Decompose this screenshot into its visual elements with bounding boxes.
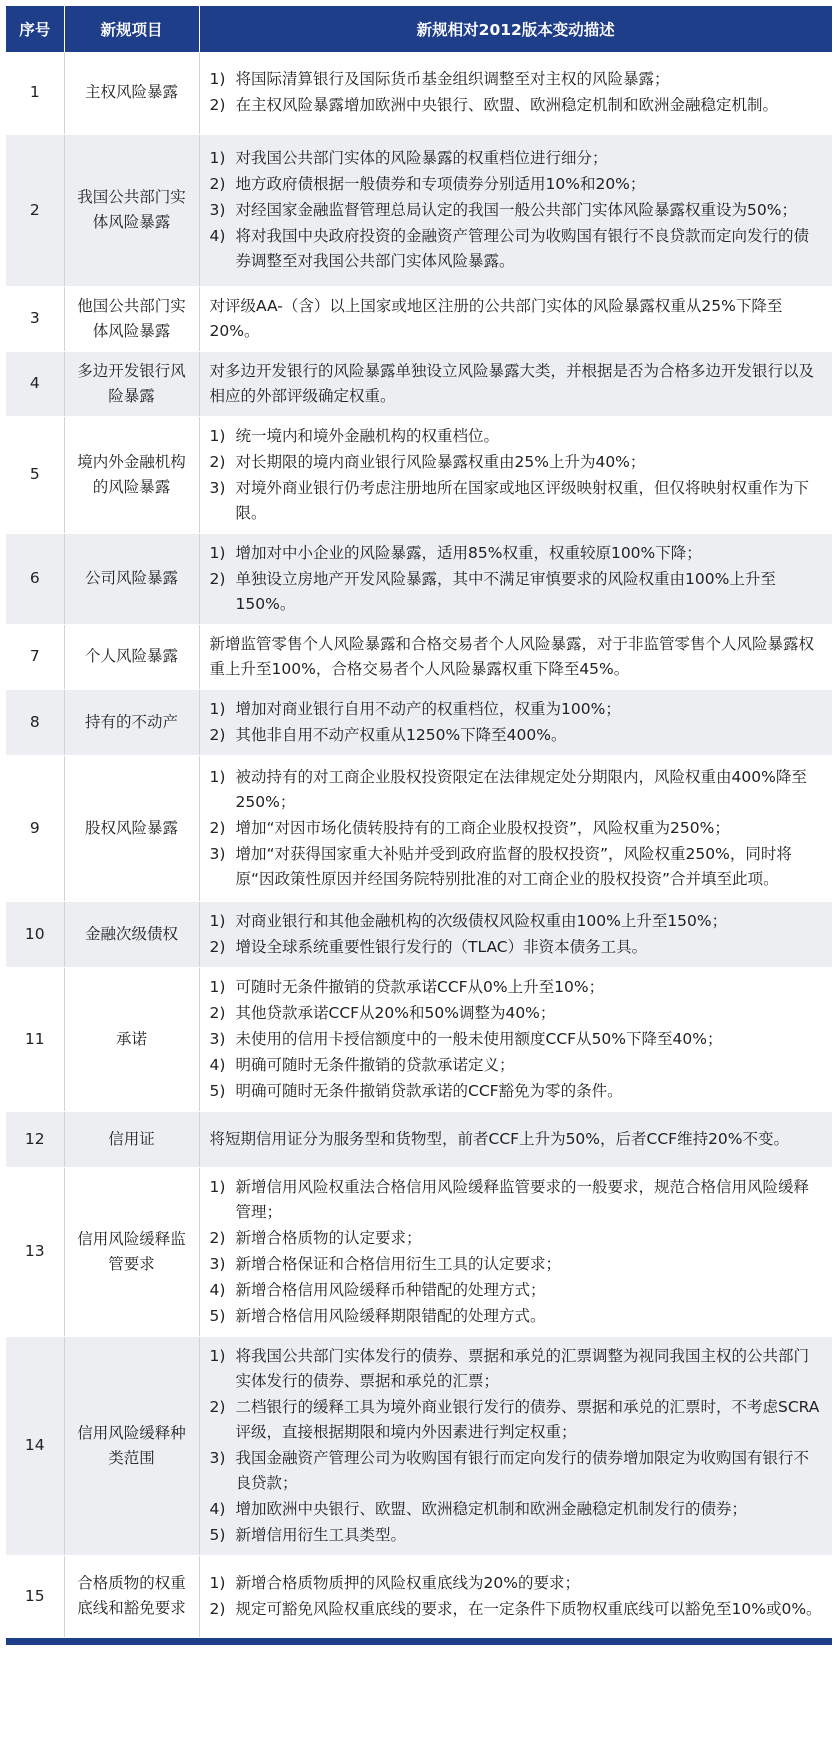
line-text: 新增合格保证和合格信用衍生工具的认定要求； [235, 1254, 562, 1273]
line-marker: 3) [209, 1254, 226, 1273]
line-text: 对长期限的境内商业银行风险暴露权重由25%上升为40%； [235, 452, 646, 471]
line-text: 被动持有的对工商企业股权投资限定在法律规定处分期限内，风险权重由400%降至250%； [235, 767, 807, 811]
line-marker: 3) [209, 1448, 226, 1467]
row-description [199, 351, 832, 416]
line-text: 新增信用衍生工具类型。 [235, 1525, 407, 1544]
table-row [6, 134, 832, 286]
line-marker: 2) [209, 96, 226, 115]
description-line [210, 1523, 823, 1548]
line-marker: 3) [209, 201, 226, 219]
description-line [210, 1446, 823, 1496]
header-no: 序号 [6, 6, 64, 52]
table-row [6, 351, 832, 416]
row-number: 14 [6, 1336, 64, 1555]
description-line [210, 294, 823, 344]
line-marker: 1) [209, 426, 226, 445]
line-marker: 1) [209, 699, 226, 718]
description-line [210, 198, 823, 223]
line-marker: 1) [209, 1346, 226, 1365]
line-text: 二档银行的缓释工具为境外商业银行发行的债券、票据和承兑的汇票时，不考虑SCRA评级，直接根据期限和境内外因素进行判定权重； [235, 1397, 820, 1441]
row-item: 信用风险缓释监管要求 [64, 1167, 199, 1336]
line-text: 增加对中小企业的风险暴露，适用85%权重，权重较原100%下降； [235, 543, 702, 562]
row-item: 金融次级债权 [64, 901, 199, 967]
line-text: 对经国家金融监督管理总局认定的我国一般公共部门实体风险暴露权重设为50%； [235, 201, 797, 219]
description-line [210, 1252, 823, 1277]
line-marker: 1) [209, 977, 226, 996]
table-body [6, 52, 832, 1637]
table-row [6, 967, 832, 1111]
line-marker: 4) [209, 1499, 226, 1518]
line-marker: 2) [209, 175, 226, 193]
line-text: 单独设立房地产开发风险暴露，其中不满足审慎要求的风险权重由100%上升至150%。 [235, 569, 776, 613]
row-description [199, 1336, 832, 1555]
line-text: 将我国公共部门实体发行的债券、票据和承兑的汇票调整为视同我国主权的公共部门实体发行的债券、票据和承兑的汇票； [235, 1346, 810, 1390]
line-marker: 3) [209, 478, 226, 497]
row-item: 公司风险暴露 [64, 533, 199, 624]
line-text: 地方政府债根据一般债券和专项债券分别适用10%和20%； [235, 175, 646, 193]
line-text: 增加“对获得国家重大补贴并受到政府监督的股权投资”，风险权重250%，同时将原“因政策性原因并经国务院特别批准的对工商企业的股权投资”合并填至此项。 [235, 844, 792, 888]
regulation-change-table [6, 6, 832, 1638]
row-number: 11 [6, 967, 64, 1111]
description-line [210, 1001, 823, 1026]
line-marker: 2) [209, 818, 226, 837]
table-row [6, 286, 832, 351]
row-description [199, 755, 832, 901]
description-line [210, 1127, 823, 1152]
line-marker: 1) [209, 1573, 226, 1592]
row-description [199, 52, 832, 134]
line-marker: 1) [209, 767, 226, 786]
line-text: 对多边开发银行的风险暴露单独设立风险暴露大类，并根据是否为合格多边开发银行以及相应的外部评级确定权重。 [209, 361, 815, 405]
description-line [210, 1175, 823, 1225]
line-marker: 1) [209, 543, 226, 562]
table-row [6, 52, 832, 134]
row-item: 主权风险暴露 [64, 52, 199, 134]
row-item: 境内外金融机构的风险暴露 [64, 416, 199, 533]
description-line [210, 1053, 823, 1078]
line-marker: 1) [209, 911, 226, 930]
line-marker: 2) [209, 569, 226, 588]
line-text: 对评级AA-（含）以上国家或地区注册的公共部门实体的风险暴露权重从25%下降至20%。 [209, 296, 783, 340]
line-text: 将短期信用证分为服务型和货物型，前者CCF上升为50%，后者CCF维持20%不变。 [209, 1129, 790, 1148]
line-marker: 1) [209, 149, 226, 167]
row-description [199, 1555, 832, 1637]
row-number: 8 [6, 689, 64, 755]
row-number: 3 [6, 286, 64, 351]
row-number: 5 [6, 416, 64, 533]
table-row [6, 1336, 832, 1555]
table-row [6, 1555, 832, 1637]
line-text: 增加对商业银行自用不动产的权重档位，权重为100%； [235, 699, 621, 718]
row-item: 承诺 [64, 967, 199, 1111]
description-line [210, 1597, 823, 1622]
line-marker: 2) [209, 1599, 226, 1618]
description-line [210, 224, 823, 274]
description-line [210, 1395, 823, 1445]
line-text: 未使用的信用卡授信额度中的一般未使用额度CCF从50%下降至40%； [235, 1029, 723, 1048]
description-line [210, 1079, 823, 1104]
row-number: 4 [6, 351, 64, 416]
table-row [6, 416, 832, 533]
description-line [210, 1497, 823, 1522]
row-description [199, 286, 832, 351]
description-line [210, 1278, 823, 1303]
description-line [210, 172, 823, 197]
line-text: 对境外商业银行仍考虑注册地所在国家或地区评级映射权重，但仅将映射权重作为下限。 [235, 478, 810, 522]
line-text: 对我国公共部门实体的风险暴露的权重档位进行细分； [235, 149, 608, 167]
row-description [199, 533, 832, 624]
line-marker: 3) [209, 844, 226, 863]
line-marker: 4) [209, 1280, 226, 1299]
line-marker: 2) [209, 1397, 226, 1416]
row-number: 9 [6, 755, 64, 901]
line-text: 明确可随时无条件撤销的贷款承诺定义； [235, 1055, 515, 1074]
row-number: 13 [6, 1167, 64, 1336]
row-item: 合格质物的权重底线和豁免要求 [64, 1555, 199, 1637]
line-marker: 5) [209, 1525, 226, 1544]
row-description [199, 967, 832, 1111]
line-marker: 3) [209, 1029, 226, 1048]
row-number: 10 [6, 901, 64, 967]
line-text: 将对我国中央政府投资的金融资产管理公司为收购国有银行不良贷款而定向发行的债券调整至对我国公共部门实体风险暴露。 [235, 227, 810, 270]
table-header-row [6, 6, 832, 52]
header-item: 新规项目 [64, 6, 199, 52]
row-description [199, 901, 832, 967]
description-line [210, 450, 823, 475]
table-row [6, 1111, 832, 1167]
row-item: 股权风险暴露 [64, 755, 199, 901]
description-line [210, 1027, 823, 1052]
line-marker: 5) [209, 1081, 226, 1100]
description-line [210, 935, 823, 960]
header-desc: 新规相对2012版本变动描述 [199, 6, 832, 52]
row-number: 12 [6, 1111, 64, 1167]
line-text: 对商业银行和其他金融机构的次级债权风险权重由100%上升至150%； [235, 911, 728, 930]
row-description [199, 1167, 832, 1336]
line-marker: 5) [209, 1306, 226, 1325]
line-text: 明确可随时无条件撤销贷款承诺的CCF豁免为零的条件。 [235, 1081, 623, 1100]
description-line [210, 567, 823, 617]
row-number: 6 [6, 533, 64, 624]
row-description [199, 1111, 832, 1167]
line-text: 将国际清算银行及国际货币基金组织调整至对主权的风险暴露； [235, 70, 670, 89]
row-item: 信用证 [64, 1111, 199, 1167]
row-item: 信用风险缓释种类范围 [64, 1336, 199, 1555]
description-line [210, 1304, 823, 1329]
line-text: 新增合格信用风险缓释期限错配的处理方式。 [235, 1306, 546, 1325]
description-line [210, 1344, 823, 1394]
line-text: 新增合格质物的认定要求； [235, 1228, 422, 1247]
line-text: 其他贷款承诺CCF从20%和50%调整为40%； [235, 1003, 556, 1022]
line-marker: 2) [209, 452, 226, 471]
table-row [6, 1167, 832, 1336]
line-text: 新增信用风险权重法合格信用风险缓释监管要求的一般要求，规范合格信用风险缓释管理； [235, 1177, 810, 1221]
row-number: 1 [6, 52, 64, 134]
row-description [199, 689, 832, 755]
table-row [6, 624, 832, 689]
description-line [210, 476, 823, 526]
table-row [6, 901, 832, 967]
row-description [199, 134, 832, 286]
line-text: 新增合格信用风险缓释币种错配的处理方式； [235, 1280, 546, 1299]
line-text: 增设全球系统重要性银行发行的（TLAC）非资本债务工具。 [235, 937, 648, 956]
line-text: 新增监管零售个人风险暴露和合格交易者个人风险暴露，对于非监管零售个人风险暴露权重上升至100%，合格交易者个人风险暴露权重下降至45%。 [209, 634, 815, 678]
line-text: 其他非自用不动产权重从1250%下降至400%。 [235, 725, 567, 744]
description-line [210, 632, 823, 682]
description-line [210, 359, 823, 409]
description-line [210, 146, 823, 171]
row-number: 2 [6, 134, 64, 286]
description-line [210, 541, 823, 566]
line-text: 在主权风险暴露增加欧洲中央银行、欧盟、欧洲稳定机制和欧洲金融稳定机制。 [235, 96, 779, 115]
line-marker: 4) [209, 1055, 226, 1074]
line-text: 可随时无条件撤销的贷款承诺CCF从0%上升至10%； [235, 977, 605, 996]
line-marker: 1) [209, 70, 226, 89]
description-line [210, 842, 823, 892]
line-text: 我国金融资产管理公司为收购国有银行而定向发行的债券增加限定为收购国有银行不良贷款； [235, 1448, 810, 1492]
description-line [210, 975, 823, 1000]
line-marker: 2) [209, 937, 226, 956]
row-item: 持有的不动产 [64, 689, 199, 755]
line-text: 增加“对因市场化债转股持有的工商企业股权投资”，风险权重为250%； [235, 818, 730, 837]
description-line [210, 93, 823, 118]
line-marker: 2) [209, 725, 226, 744]
row-item: 他国公共部门实体风险暴露 [64, 286, 199, 351]
description-line [210, 765, 823, 815]
table-row [6, 689, 832, 755]
regulation-change-table-frame [6, 6, 832, 1645]
line-marker: 1) [209, 1177, 226, 1196]
description-line [210, 67, 823, 92]
description-line [210, 723, 823, 748]
row-item: 个人风险暴露 [64, 624, 199, 689]
description-line [210, 1226, 823, 1251]
line-marker: 2) [209, 1003, 226, 1022]
description-line [210, 1571, 823, 1596]
row-number: 7 [6, 624, 64, 689]
row-item: 我国公共部门实体风险暴露 [64, 134, 199, 286]
line-marker: 2) [209, 1228, 226, 1247]
line-text: 增加欧洲中央银行、欧盟、欧洲稳定机制和欧洲金融稳定机制发行的债券； [235, 1499, 748, 1518]
row-description [199, 416, 832, 533]
row-number: 15 [6, 1555, 64, 1637]
description-line [210, 697, 823, 722]
description-line [210, 909, 823, 934]
line-text: 规定可豁免风险权重底线的要求，在一定条件下质物权重底线可以豁免至10%或0%。 [235, 1599, 822, 1618]
table-row [6, 755, 832, 901]
row-description [199, 624, 832, 689]
line-marker: 4) [209, 227, 226, 245]
line-text: 统一境内和境外金融机构的权重档位。 [235, 426, 500, 445]
description-line [210, 816, 823, 841]
row-item: 多边开发银行风险暴露 [64, 351, 199, 416]
table-row [6, 533, 832, 624]
description-line [210, 424, 823, 449]
line-text: 新增合格质物质押的风险权重底线为20%的要求； [235, 1573, 580, 1592]
